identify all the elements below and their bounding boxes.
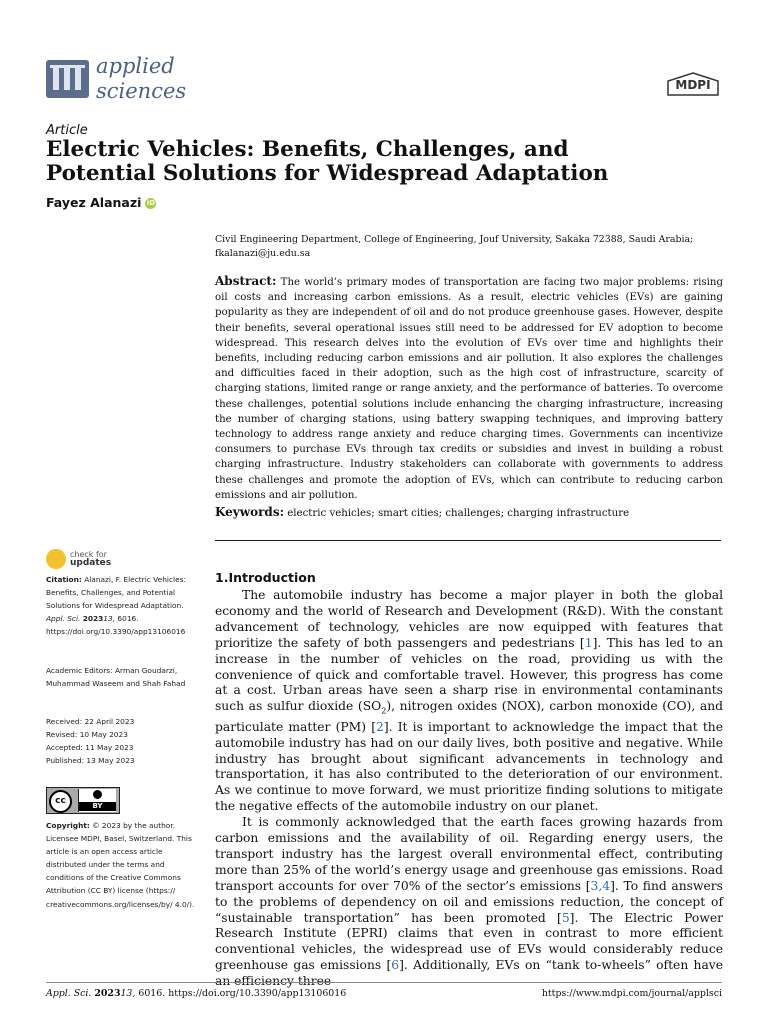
accepted-date: Accepted: 11 May 2023 (46, 743, 134, 753)
author (46, 195, 156, 210)
footer-citation: Appl. Sci. 202313, 6016. https://doi.org/10.3390/app13106016 (46, 988, 347, 999)
keywords-text: electric vehicles; smart cities; challenges; charging infrastructure (287, 508, 630, 519)
section-heading: 1.Introduction (215, 570, 316, 585)
reference-link[interactable]: 1 (584, 635, 593, 650)
abstract-label: Abstract: (215, 274, 277, 288)
journal-name: applied sciences (96, 54, 187, 103)
published-date: Published: 13 May 2023 (46, 756, 135, 766)
publisher-name: MDPI (675, 78, 711, 92)
keywords-label: Keywords: (215, 505, 285, 519)
cc-icon: cc (49, 790, 72, 813)
received-date: Received: 22 April 2023 (46, 717, 135, 726)
academic-editors: Academic Editors: Arman Goudarzi, Muhammad Waseem and Shah Fahad (46, 666, 186, 689)
citation: Citation: Alanazi, F. Electric Vehicles: Benefits, Challenges, and Potential Solutions for Widespread Adaptation. Appl. Sci. 202313, 6016. https://doi.org/10.3390/app13106016 (46, 575, 186, 637)
affiliation: Civil Engineering Department, College of Engineering, Jouf University, Sakaka 72388, Saudi Arabia; fkalanazi@ju.edu.sa (215, 233, 725, 261)
person-icon (93, 790, 102, 799)
article-type: Article (46, 123, 88, 138)
dates (46, 715, 196, 767)
journal-logo-icon (46, 60, 89, 98)
reference-link[interactable]: 2 (376, 719, 384, 734)
orcid-icon[interactable]: iD (146, 199, 156, 207)
abstract (215, 274, 723, 503)
paragraph: The automobile industry has become a major player in both the global economy and the world of Research and Development (R&D). With the constant advancement of technology, vehicles are now equipped with features that prioritize the safety of both passengers and pedestrians [1]. This has led to an increase in the number of vehicles on the road, providing us with the convenience of quick and comfortable travel. However, this progress has come at a cost. Urban areas have seen a sharp rise in environmental contaminants such as sulfur dioxide $(SO_2)$, nitrogen oxides (NOX), carbon monoxide (CO), and particulate matter (PM) [2]. It is important to acknowledge the impact that the automobile industry has had on our daily lives, both positive and negative. While industry has brought about significant advancements in technology and transportation, it has also contributed to the deterioration of our environment. As we continue to move forward, we must prioritize finding solutions to mitigate the negative effects of the automobile industry on our planet. (215, 588, 724, 814)
revised-date: Revised: 10 May 2023 (46, 730, 128, 740)
author-email[interactable]: fkalanazi@ju.edu.sa (215, 248, 311, 259)
journal-url-link[interactable]: https://www.mdpi.com/journal/applsci (541, 988, 722, 999)
check-updates-icon (46, 549, 66, 569)
reference-link[interactable]: 3,4 (590, 878, 611, 893)
cc-by-license-badge[interactable]: cc BY (46, 787, 120, 814)
mdpi-logo (666, 72, 720, 96)
footer-divider (46, 982, 722, 983)
author-name: Fayez Alanazi (46, 195, 142, 210)
abstract-text: The world’s primary modes of transportation are facing two major problems: rising oil costs and increasing carbon emissions. As a result, electric vehicles (EVs) are gaining popularity as they are independent of oil and do not produce greenhouse gases. However, despite their benefits, several operational issues still need to be addressed for EV adoption to become widespread. This research delves into the evolution of EVs over time and highlights their benefits, including reducing carbon emissions and air pollution. It also explores the challenges and difficulties faced in their adoption, such as the high cost of infrastructure, scarcity of charging stations, limited range or range anxiety, and the performance of batteries. To overcome these challenges, potential solutions include enhancing the charging infrastructure, increasing the number of charging stations, using battery swapping techniques, and improving battery technology to address range anxiety and reduce charging times. Governments can incentivize consumers to purchase EVs through tax credits or subsidies and invest in building a robust charging infrastructure. Industry stakeholders can collaborate with governments to address these challenges and promote the adoption of EVs, which can contribute to reducing carbon emissions and air pollution. (215, 277, 723, 501)
divider (215, 540, 721, 541)
reference-link[interactable]: 5 (561, 910, 570, 925)
article-title: Electric Vehicles: Benefits, Challenges, and Potential Solutions for Widespread Adaptation (46, 137, 609, 186)
paragraph: It is commonly acknowledged that the earth faces growing hazards from carbon emissions and the availability of oil. Regarding energy users, the transport industry has the largest overall environmental effect, contributing more than 25% of the world’s energy usage and greenhouse gas emissions. Road transport accounts for over 70% of the sector’s emissions [3,4]. To find answers to the problems of dependency on oil and emissions reduction, the concept of “sustainable transportation” has been promoted [5]. The Electric Power Research Institute (EPRI) claims that even in contrast to more efficient conventional vehicles, the widespread use of EVs would considerably reduce greenhouse gas emissions [6]. Additionally, EVs on “tank to-wheels” often have (215, 815, 724, 973)
check-for-updates-button[interactable]: check for updates (46, 549, 136, 569)
section-body (215, 588, 723, 990)
reference-link[interactable]: 6 (391, 958, 400, 973)
citation-doi-link[interactable]: 6016. https://doi.org/10.3390/app13106016 (46, 614, 186, 637)
footer-doi-link[interactable]: 6016. https://doi.org/10.3390/app13106016 (138, 988, 347, 999)
copyright: Copyright: © 2023 by the author. Licensee MDPI, Basel, Switzerland. This article is an open access article distributed under the terms and conditions of the Creative Commons Attribution (CC BY) license (https:// creativecommons.org/licenses/by/ 4.0/). (46, 821, 195, 909)
keywords (215, 505, 723, 519)
